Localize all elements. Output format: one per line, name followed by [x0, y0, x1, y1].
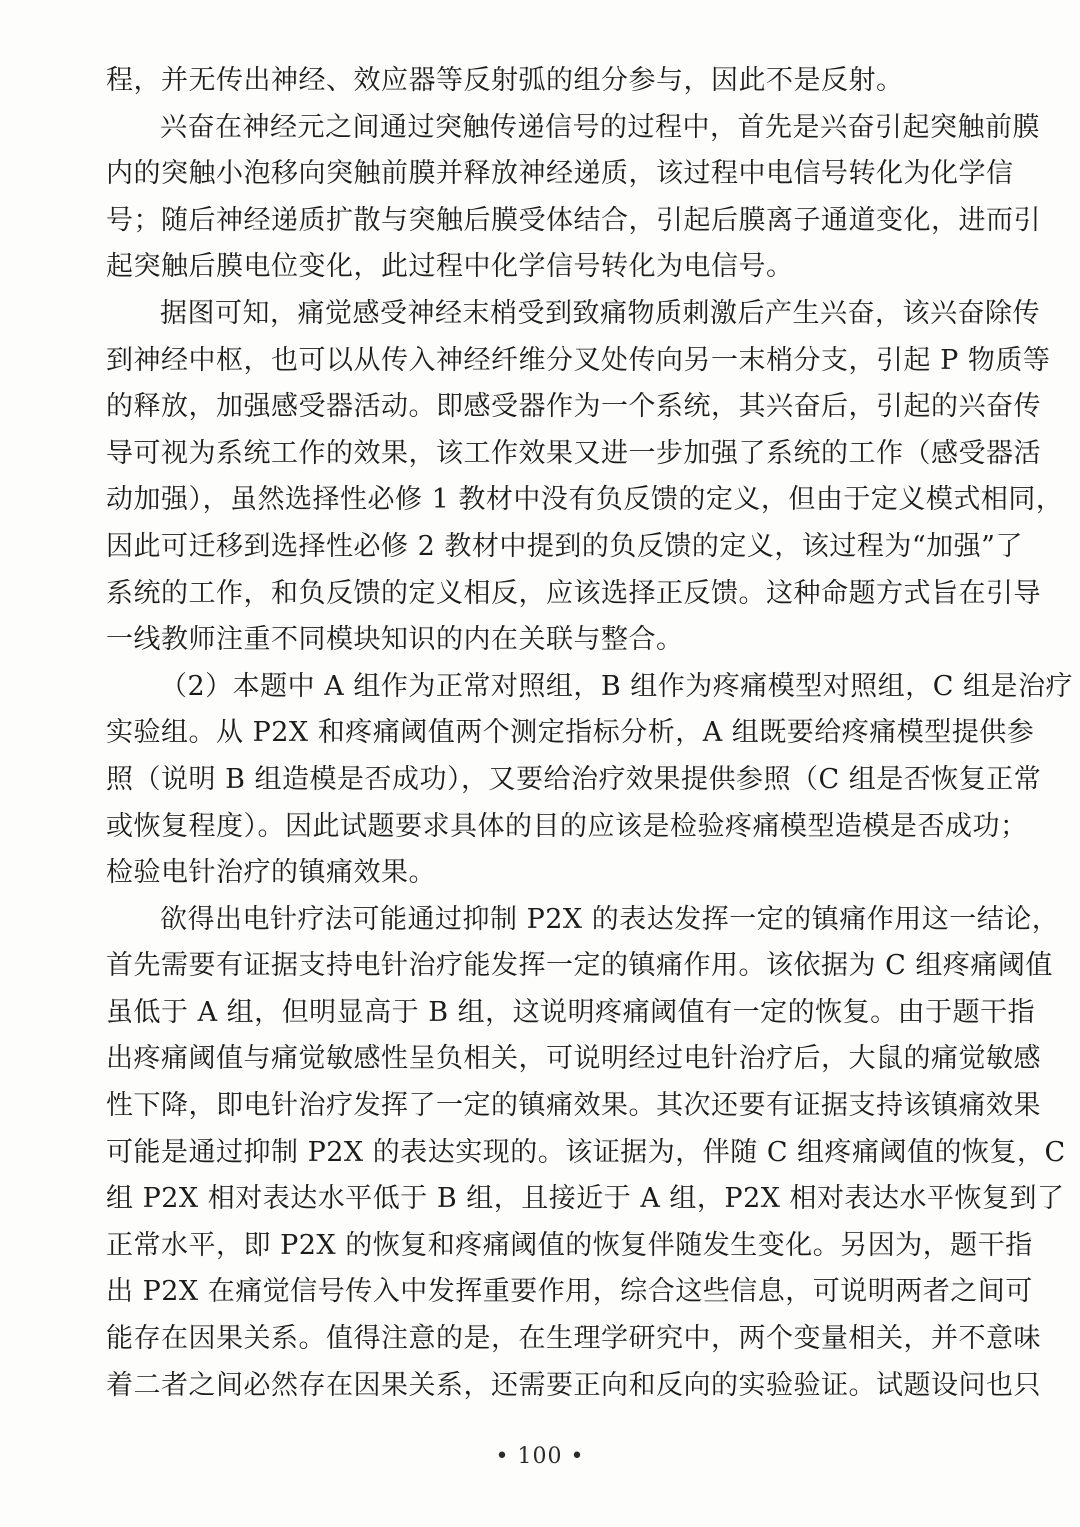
text-line: 的释放，加强感受器活动。即感受器作为一个系统，其兴奋后，引起的兴奋传	[106, 391, 1041, 423]
text-line: 欲得出电针疗法可能通过抑制 P2X 的表达发挥一定的镇痛作用这一结论，	[160, 903, 1060, 935]
text-line: 检验电针治疗的镇痛效果。	[106, 857, 436, 889]
text-line: 组 P2X 相对表达水平低于 B 组，且接近于 A 组，P2X 相对表达水平恢复到了	[106, 1183, 1065, 1215]
text-line: 系统的工作，和负反馈的定义相反，应该选择正反馈。这种命题方式旨在引导	[106, 577, 1041, 609]
text-line: 正常水平，即 P2X 的恢复和疼痛阈值的恢复伴随发生变化。另因为，题干指	[106, 1229, 1033, 1261]
text-line: 导可视为系统工作的效果，该工作效果又进一步加强了系统的工作（感受器活	[106, 437, 1041, 469]
text-line: 号；随后神经递质扩散与突触后膜受体结合，引起后膜离子通道变化，进而引	[106, 204, 1041, 236]
text-line: 实验组。从 P2X 和疼痛阈值两个测定指标分析，A 组既要给疼痛模型提供参	[106, 717, 1035, 749]
text-line: 到神经中枢，也可以从传入神经纤维分叉处传向另一末梢分支，引起 P 物质等	[106, 344, 1051, 376]
text-line: 性下降，即电针治疗发挥了一定的镇痛效果。其次还要有证据支持该镇痛效果	[106, 1090, 1041, 1122]
text-line: 一线教师注重不同模块知识的内在关联与整合。	[106, 624, 684, 656]
text-line: 着二者之间必然存在因果关系，还需要正向和反向的实验验证。试题设问也只	[106, 1369, 1041, 1401]
text-line: 能存在因果关系。值得注意的是，在生理学研究中，两个变量相关，并不意味	[106, 1323, 1041, 1355]
text-line: 出疼痛阈值与痛觉敏感性呈负相关，可说明经过电针治疗后，大鼠的痛觉敏感	[106, 1043, 1041, 1075]
text-line: 起突触后膜电位变化，此过程中化学信号转化为电信号。	[106, 251, 794, 283]
page-number: • 100 •	[495, 1444, 585, 1469]
text-line: 或恢复程度）。因此试题要求具体的目的应该是检验疼痛模型造模是否成功；	[106, 810, 1028, 842]
text-line: 虽低于 A 组，但明显高于 B 组，这说明疼痛阈值有一定的恢复。由于题干指	[106, 996, 1036, 1028]
body-text	[106, 58, 1074, 1409]
text-line: 程，并无传出神经、效应器等反射弧的组分参与，因此不是反射。	[106, 65, 904, 96]
text-line: 内的突触小泡移向突触前膜并释放神经递质，该过程中电信号转化为化学信	[106, 158, 1014, 190]
text-line: （2）本题中 A 组作为正常对照组，B 组作为疼痛模型对照组，C 组是治疗	[160, 670, 1074, 702]
text-line: 兴奋在神经元之间通过突触传递信号的过程中，首先是兴奋引起突触前膜	[160, 111, 1040, 143]
text-line: 首先需要有证据支持电针治疗能发挥一定的镇痛作用。该依据为 C 组疼痛阈值	[106, 950, 1053, 982]
text-line: 动加强），虽然选择性必修 1 教材中没有负反馈的定义，但由于定义模式相同，	[106, 484, 1064, 516]
text-line: 照（说明 B 组造模是否成功），又要给治疗效果提供参照（C 组是否恢复正常	[106, 763, 1042, 795]
text-line: 可能是通过抑制 P2X 的表达实现的。该证据为，伴随 C 组疼痛阈值的恢复，C	[106, 1136, 1066, 1168]
text-line: 据图可知，痛觉感受神经末梢受到致痛物质刺激后产生兴奋，该兴奋除传	[160, 297, 1040, 329]
text-line: 出 P2X 在痛觉信号传入中发挥重要作用，综合这些信息，可说明两者之间可	[106, 1276, 1033, 1308]
text-line: 因此可迁移到选择性必修 2 教材中提到的负反馈的定义，该过程为“加强”了	[106, 530, 1023, 562]
